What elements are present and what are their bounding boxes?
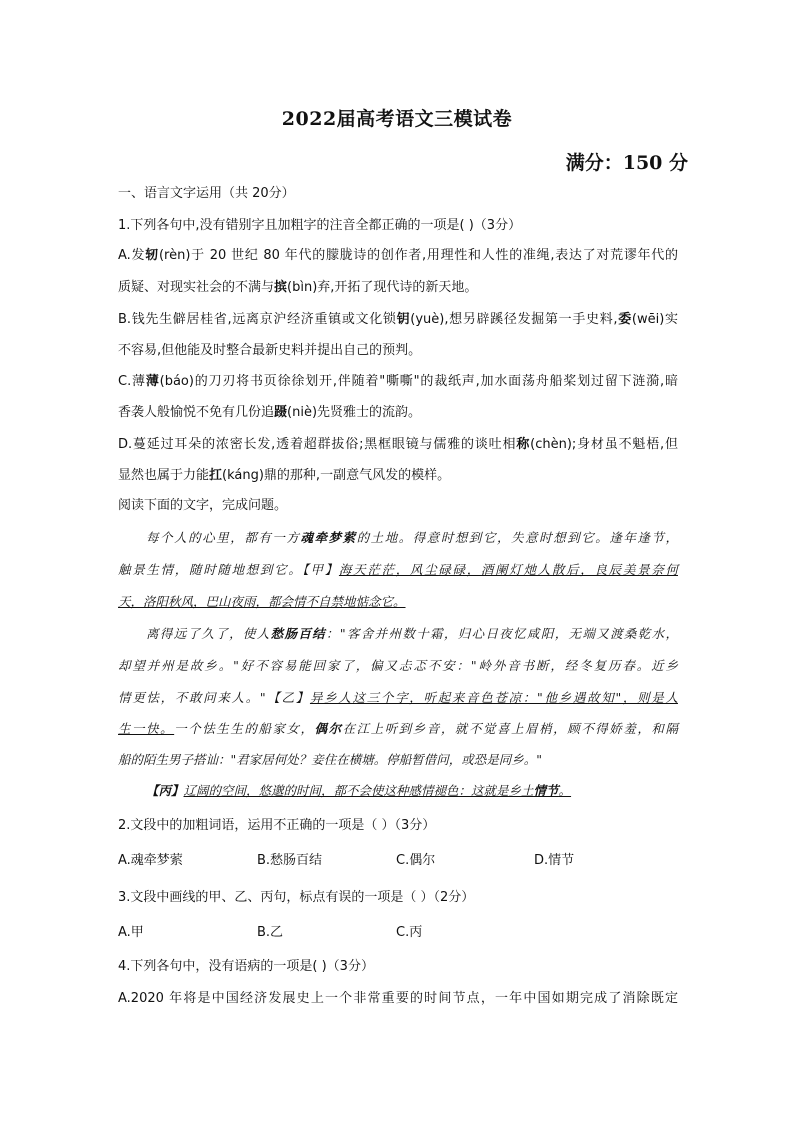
bold-phrase: 愁肠百结	[270, 626, 327, 641]
underlined-sentence-bing	[184, 783, 572, 798]
q1-option-b-line2: 不容易,但他能及时整合最新史料并提出自己的预判。	[118, 343, 422, 358]
total-score: 满分：150 分	[565, 152, 688, 174]
text: C.薄	[118, 374, 146, 389]
section-heading: 一、语言文字运用（共 20分）	[118, 186, 295, 201]
bold-char: 称	[516, 437, 531, 452]
bold-phrase: 情节	[533, 783, 559, 798]
passage-p1-line2	[118, 560, 678, 580]
q2-stem: 2.文段中的加粗词语，运用不正确的一项是（ ）（3分）	[118, 818, 436, 833]
text: (niè)先贤雅士的流韵。	[287, 405, 422, 420]
text: 的土地。得意时想到它，失意时想到它。逢年逢节，	[356, 530, 678, 545]
text: 每个人的心里，都有一方	[146, 530, 301, 545]
text: 离得远了久了，使人	[146, 626, 271, 641]
text: (wēi)实	[631, 312, 678, 327]
bold-phrase: 偶尔	[314, 721, 343, 736]
q1-stem: 1.下列各句中,没有错别字且加粗字的注音全都正确的一项是( )（3分）	[118, 218, 522, 233]
text: 质疑、对现实社会的不满与	[118, 280, 275, 295]
exam-title: 2022届高考语文三模试卷	[281, 108, 513, 130]
passage-p3	[146, 781, 678, 801]
bold-phrase: 魂牵梦萦	[300, 530, 357, 545]
passage-p2-line5: 船的陌生男子搭讪："君家居何处？妾住在横塘。停船暂借问，或恐是同乡。"	[118, 752, 543, 767]
q1-option-b-line1	[118, 310, 678, 330]
q3-option-b: B.乙	[257, 925, 284, 940]
text: 在江上听到乡音，就不觉喜上眉梢，顾不得娇羞，和隔	[342, 721, 678, 736]
bold-char: 轫	[145, 248, 159, 263]
q4-option-a-line1: A.2020 年将是中国经济发展史上一个非常重要的时间节点，一年中国如期完成了消除既定	[118, 991, 678, 1006]
underlined-sentence-yi: 异乡人这三个字，听起来音色苍凉："他乡遇故知"，则是人	[309, 690, 678, 705]
q1-option-d-line2	[118, 466, 678, 486]
q4-stem: 4.下列各句中，没有语病的一项是( )（3分）	[118, 959, 374, 974]
reading-intro: 阅读下面的文字，完成问题。	[118, 498, 288, 513]
q1-option-a-line2	[118, 278, 678, 298]
text: 情更怯，不敢问来人。"【乙】	[118, 690, 310, 705]
text: ："客舍并州数十霜，归心日夜忆咸阳，无端又渡桑乾水，	[326, 626, 678, 641]
text: 触景生情，随时随地想到它。【甲】	[118, 562, 339, 577]
q2-option-d: D.情节	[534, 853, 575, 868]
q2-option-b: B.愁肠百结	[257, 853, 323, 868]
q1-option-c-line1	[118, 372, 678, 392]
bold-char: 摈	[274, 280, 288, 295]
text: 一个怯生生的船家女，	[174, 721, 315, 736]
underlined-sentence-jia: 天，洛阳秋风，巴山夜雨，都会情不自禁地惦念它。	[118, 594, 406, 609]
passage-p2-line4	[118, 719, 678, 739]
bold-char: 扛	[209, 468, 223, 483]
passage-p2-line2: 却望并州是故乡。"好不容易能回家了，偏又忐忑不安："岭外音书断，经冬复历春。近乡	[118, 658, 678, 673]
passage-p2-line3	[118, 688, 678, 708]
text: 辽阔的空间，悠邈的时间，都不会使这种感情褪色：这就是乡土	[183, 783, 534, 798]
text: 香袭人般愉悦不免有几份追	[118, 405, 275, 420]
passage-p2-line1	[146, 624, 678, 644]
text: (bìn)弃,开拓了现代诗的新天地。	[287, 280, 478, 295]
q3-option-a: A.甲	[118, 925, 144, 940]
text: (yuè),想另辟蹊径发掘第一手史料,	[410, 312, 618, 327]
underlined-sentence-yi: 生一快。	[118, 721, 175, 736]
q1-option-c-line2	[118, 403, 678, 423]
passage-p1-line3	[118, 592, 678, 612]
q2-option-a: A.魂牵梦萦	[118, 853, 183, 868]
text: B.钱先生僻居桂省,远离京沪经济重镇或文化锁	[118, 312, 397, 327]
q2-option-c: C.偶尔	[396, 853, 436, 868]
q1-option-a-line1	[118, 246, 678, 266]
text: D.蔓延过耳朵的浓密长发,透着超群拔俗;黑框眼镜与儒雅的谈吐相	[118, 437, 517, 452]
q3-option-c: C.丙	[396, 925, 423, 940]
bold-char: 薄	[145, 374, 160, 389]
text: (chèn);身材虽不魁梧,但	[530, 437, 678, 452]
bracket-label: 【丙】	[146, 783, 184, 798]
bold-char: 钥	[396, 312, 411, 327]
text: 显然也属于力能	[118, 468, 210, 483]
text: (báo)的刀刃将书页徐徐划开,伴随着"嘶嘶"的裁纸声,加水面荡舟船桨划过留下涟漪,暗	[159, 374, 678, 389]
bold-char: 蹑	[274, 405, 288, 420]
text: (káng)鼎的那种,一副意气风发的模样。	[222, 468, 451, 483]
text: A.发	[118, 248, 146, 263]
underlined-sentence-jia: 海天茫茫，风尘碌碌，酒阑灯灺人散后，良辰美景奈何	[338, 562, 678, 577]
bold-char: 委	[617, 312, 632, 327]
q1-option-d-line1	[118, 435, 678, 455]
text: (rèn)于 20 世纪 80 年代的朦胧诗的创作者,用理性和人性的准绳,表达了对荒谬年代的	[158, 248, 678, 263]
q3-stem: 3.文段中画线的甲、乙、丙句，标点有误的一项是（ ）（2分）	[118, 890, 475, 905]
text: 。	[558, 783, 572, 798]
passage-p1-line1	[146, 528, 678, 548]
